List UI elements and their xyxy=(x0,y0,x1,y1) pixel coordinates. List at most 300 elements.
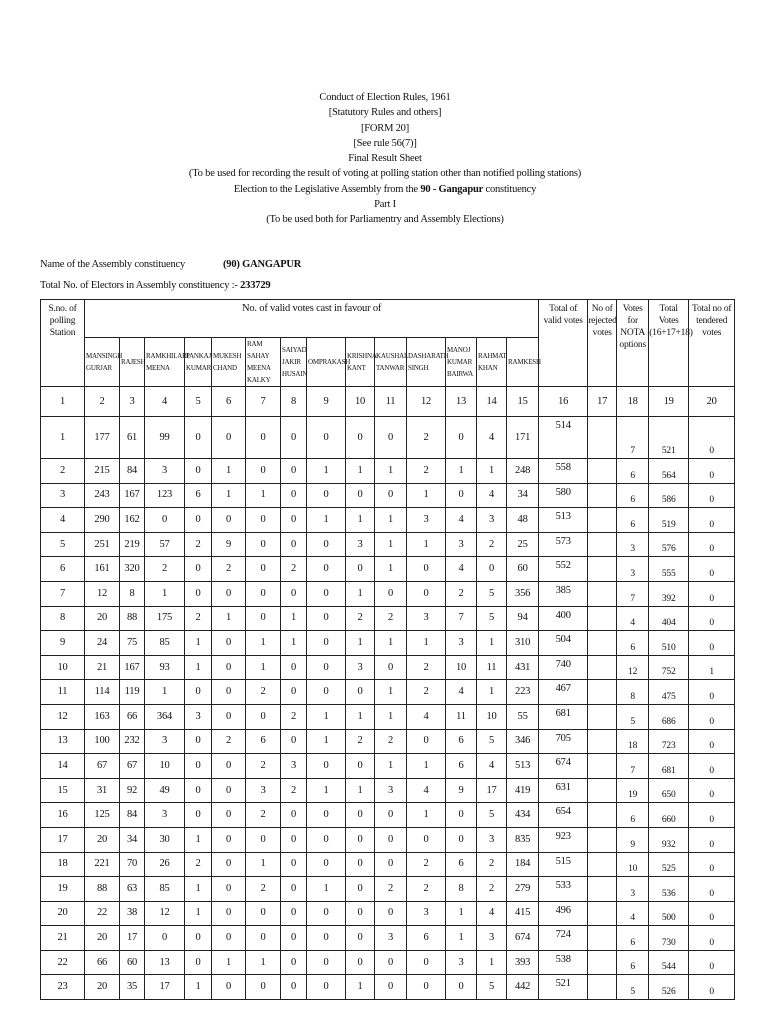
table-cell: 681 xyxy=(649,754,689,779)
election-suffix: constituency xyxy=(485,183,537,195)
table-cell: 35 xyxy=(120,975,145,1000)
polling-station-cell: 1 xyxy=(41,417,85,459)
table-cell: 0 xyxy=(689,778,735,803)
table-cell: 434 xyxy=(507,803,539,828)
table-cell: 1 xyxy=(185,827,212,852)
table-cell: 3 xyxy=(446,532,477,557)
table-cell: 0 xyxy=(212,901,246,926)
table-cell: 2 xyxy=(212,729,246,754)
table-cell: 2 xyxy=(375,606,407,631)
table-cell: 504 xyxy=(539,631,588,656)
table-cell: 167 xyxy=(120,483,145,508)
table-cell: 2 xyxy=(407,417,446,459)
table-cell: 2 xyxy=(212,557,246,582)
table-cell: 17 xyxy=(145,975,185,1000)
polling-station-cell: 15 xyxy=(41,778,85,803)
column-number: 5 xyxy=(185,387,212,417)
table-cell: 221 xyxy=(85,852,120,877)
table-cell: 94 xyxy=(507,606,539,631)
table-cell: 17 xyxy=(477,778,507,803)
table-cell: 0 xyxy=(689,852,735,877)
table-cell: 0 xyxy=(307,655,346,680)
table-cell: 0 xyxy=(212,827,246,852)
table-cell: 0 xyxy=(375,581,407,606)
table-cell: 2 xyxy=(346,606,375,631)
table-cell: 0 xyxy=(145,508,185,533)
table-row xyxy=(41,877,735,902)
table-cell: 6 xyxy=(246,729,281,754)
table-cell: 0 xyxy=(346,680,375,705)
table-cell: 0 xyxy=(281,901,307,926)
table-row xyxy=(41,901,735,926)
table-cell: 4 xyxy=(446,557,477,582)
table-cell: 0 xyxy=(281,803,307,828)
candidate-header xyxy=(85,338,123,387)
table-row xyxy=(41,631,735,656)
table-cell: 57 xyxy=(145,532,185,557)
table-cell: 0 xyxy=(346,754,375,779)
table-cell: 431 xyxy=(507,655,539,680)
table-cell: 724 xyxy=(539,926,588,951)
table-cell: 3 xyxy=(407,606,446,631)
table-cell: 2 xyxy=(407,680,446,705)
table-cell: 515 xyxy=(539,852,588,877)
candidate-header xyxy=(246,338,281,387)
candidate-header xyxy=(507,338,539,387)
table-cell: 20 xyxy=(85,827,120,852)
table-cell: 66 xyxy=(85,950,120,975)
polling-station-cell: 21 xyxy=(41,926,85,951)
table-cell: 2 xyxy=(185,606,212,631)
table-cell: 12 xyxy=(85,581,120,606)
table-cell: 61 xyxy=(120,417,145,459)
table-cell: 13 xyxy=(145,950,185,975)
table-cell: 175 xyxy=(145,606,185,631)
table-cell: 0 xyxy=(212,508,246,533)
total-votes-header: Total Votes (16+17+18) xyxy=(649,300,689,387)
polling-station-cell: 6 xyxy=(41,557,85,582)
table-cell: 20 xyxy=(85,975,120,1000)
table-cell: 3 xyxy=(145,729,185,754)
table-cell: 1 xyxy=(407,532,446,557)
table-cell: 243 xyxy=(85,483,120,508)
table-cell: 0 xyxy=(307,950,346,975)
polling-station-cell: 3 xyxy=(41,483,85,508)
table-cell: 19 xyxy=(617,778,649,803)
table-cell: 34 xyxy=(120,827,145,852)
table-cell: 7 xyxy=(617,417,649,459)
table-cell: 0 xyxy=(346,417,375,459)
table-cell: 184 xyxy=(507,852,539,877)
table-row xyxy=(41,508,735,533)
candidate-name-part: KUMAR xyxy=(447,358,473,366)
table-cell: 555 xyxy=(649,557,689,582)
table-cell: 356 xyxy=(507,581,539,606)
table-cell: 0 xyxy=(307,557,346,582)
table-cell: 67 xyxy=(120,754,145,779)
table-cell: 740 xyxy=(539,655,588,680)
table-cell: 686 xyxy=(649,704,689,729)
table-cell: 654 xyxy=(539,803,588,828)
electors-row xyxy=(40,280,270,291)
table-cell: 3 xyxy=(446,950,477,975)
table-cell: 0 xyxy=(689,581,735,606)
polling-station-cell: 8 xyxy=(41,606,85,631)
sheet-title: Final Result Sheet xyxy=(348,153,422,165)
table-cell: 0 xyxy=(307,926,346,951)
table-cell: 10 xyxy=(446,655,477,680)
table-cell: 442 xyxy=(507,975,539,1000)
table-cell: 2 xyxy=(407,459,446,484)
table-cell: 30 xyxy=(145,827,185,852)
table-cell: 1 xyxy=(407,631,446,656)
form-header xyxy=(0,90,770,228)
constituency-name: 90 - Gangapur xyxy=(420,183,484,195)
candidate-name-part: BAIRWA xyxy=(447,370,474,378)
polling-station-cell: 13 xyxy=(41,729,85,754)
table-cell: 0 xyxy=(246,975,281,1000)
table-cell xyxy=(588,459,617,484)
table-cell: 17 xyxy=(120,926,145,951)
polling-station-cell: 2 xyxy=(41,459,85,484)
table-cell: 0 xyxy=(212,754,246,779)
table-cell: 0 xyxy=(689,877,735,902)
usage-note: (To be used for recording the result of voting at polling station other than notified polling stations) xyxy=(188,168,582,180)
table-cell: 1 xyxy=(375,754,407,779)
table-cell: 3 xyxy=(407,508,446,533)
table-cell: 0 xyxy=(307,852,346,877)
table-cell: 0 xyxy=(246,557,281,582)
table-cell: 0 xyxy=(185,581,212,606)
table-cell: 0 xyxy=(246,417,281,459)
table-cell: 467 xyxy=(539,680,588,705)
table-cell: 1 xyxy=(477,631,507,656)
table-cell: 0 xyxy=(375,950,407,975)
table-cell: 0 xyxy=(281,877,307,902)
polling-station-cell: 14 xyxy=(41,754,85,779)
table-cell: 0 xyxy=(281,459,307,484)
table-cell: 162 xyxy=(120,508,145,533)
table-cell: 4 xyxy=(477,483,507,508)
table-cell: 0 xyxy=(307,417,346,459)
table-cell: 0 xyxy=(407,950,446,975)
table-row xyxy=(41,680,735,705)
table-cell: 521 xyxy=(649,417,689,459)
table-cell: 67 xyxy=(85,754,120,779)
table-cell: 1 xyxy=(375,532,407,557)
table-cell: 496 xyxy=(539,901,588,926)
table-row xyxy=(41,581,735,606)
table-cell: 2 xyxy=(246,754,281,779)
table-cell: 163 xyxy=(85,704,120,729)
table-cell: 1 xyxy=(246,655,281,680)
table-row xyxy=(41,852,735,877)
table-cell: 1 xyxy=(477,459,507,484)
column-number: 17 xyxy=(588,387,617,417)
table-cell: 2 xyxy=(375,729,407,754)
table-cell: 10 xyxy=(145,754,185,779)
table-cell: 1 xyxy=(477,950,507,975)
table-cell: 0 xyxy=(689,729,735,754)
column-number: 13 xyxy=(446,387,477,417)
table-cell: 475 xyxy=(649,680,689,705)
table-cell: 393 xyxy=(507,950,539,975)
table-cell: 310 xyxy=(507,631,539,656)
table-cell: 0 xyxy=(375,901,407,926)
column-number: 14 xyxy=(477,387,507,417)
table-cell: 415 xyxy=(507,901,539,926)
table-cell: 0 xyxy=(307,803,346,828)
table-cell: 0 xyxy=(185,778,212,803)
table-cell: 0 xyxy=(281,655,307,680)
candidate-header xyxy=(375,338,407,387)
table-cell: 525 xyxy=(649,852,689,877)
table-cell: 3 xyxy=(375,778,407,803)
table-cell: 0 xyxy=(689,631,735,656)
table-row xyxy=(41,778,735,803)
table-cell xyxy=(588,606,617,631)
table-cell: 364 xyxy=(145,704,185,729)
table-cell: 1 xyxy=(145,680,185,705)
table-cell: 4 xyxy=(477,417,507,459)
table-cell: 392 xyxy=(649,581,689,606)
table-cell: 1 xyxy=(407,803,446,828)
table-cell: 84 xyxy=(120,803,145,828)
table-cell: 0 xyxy=(185,508,212,533)
table-cell: 9 xyxy=(446,778,477,803)
table-cell: 0 xyxy=(689,827,735,852)
table-cell: 0 xyxy=(689,803,735,828)
table-cell xyxy=(588,680,617,705)
table-cell: 2 xyxy=(477,852,507,877)
table-cell: 0 xyxy=(246,606,281,631)
nota-header: Votes for NOTA options xyxy=(617,300,649,387)
table-cell: 0 xyxy=(246,532,281,557)
table-cell: 0 xyxy=(185,926,212,951)
table-row xyxy=(41,557,735,582)
table-cell: 1 xyxy=(375,508,407,533)
table-cell xyxy=(588,950,617,975)
table-cell: 500 xyxy=(649,901,689,926)
column-number: 9 xyxy=(307,387,346,417)
table-cell: 1 xyxy=(185,877,212,902)
table-cell: 0 xyxy=(346,827,375,852)
candidate-name-part: CHAND xyxy=(213,364,237,372)
table-cell: 2 xyxy=(407,852,446,877)
table-cell: 0 xyxy=(689,606,735,631)
table-cell: 0 xyxy=(407,557,446,582)
table-cell xyxy=(588,803,617,828)
table-cell: 5 xyxy=(477,803,507,828)
candidate-name-part: KUMAR xyxy=(186,364,212,372)
table-row xyxy=(41,729,735,754)
polling-station-cell: 17 xyxy=(41,827,85,852)
table-cell: 519 xyxy=(649,508,689,533)
polling-station-cell: 16 xyxy=(41,803,85,828)
table-cell: 586 xyxy=(649,483,689,508)
table-row xyxy=(41,655,735,680)
table-cell: 2 xyxy=(145,557,185,582)
table-cell: 6 xyxy=(446,754,477,779)
table-cell: 1 xyxy=(185,901,212,926)
table-cell: 0 xyxy=(185,950,212,975)
table-cell: 66 xyxy=(120,704,145,729)
table-cell: 70 xyxy=(120,852,145,877)
constituency-value: (90) GANGAPUR xyxy=(223,259,302,270)
table-cell: 251 xyxy=(85,532,120,557)
table-cell: 0 xyxy=(346,557,375,582)
table-cell: 1 xyxy=(145,581,185,606)
table-cell: 4 xyxy=(407,778,446,803)
polling-station-cell: 22 xyxy=(41,950,85,975)
table-cell: 0 xyxy=(246,704,281,729)
column-number: 10 xyxy=(346,387,375,417)
table-cell: 25 xyxy=(507,532,539,557)
table-cell: 3 xyxy=(617,532,649,557)
candidate-header xyxy=(212,338,246,387)
table-cell: 580 xyxy=(539,483,588,508)
table-cell: 0 xyxy=(212,631,246,656)
table-cell: 0 xyxy=(689,532,735,557)
table-cell xyxy=(588,557,617,582)
table-cell: 1 xyxy=(307,704,346,729)
table-cell: 6 xyxy=(617,926,649,951)
polling-station-cell: 20 xyxy=(41,901,85,926)
table-cell: 0 xyxy=(346,877,375,902)
table-cell: 7 xyxy=(446,606,477,631)
sno-header xyxy=(41,300,85,387)
candidate-name-part: RAM SAHAY xyxy=(247,340,270,360)
candidate-header xyxy=(477,338,507,387)
table-cell: 544 xyxy=(649,950,689,975)
table-cell: 6 xyxy=(617,803,649,828)
table-cell: 1 xyxy=(307,508,346,533)
table-cell: 1 xyxy=(375,704,407,729)
table-cell: 1 xyxy=(346,581,375,606)
table-cell: 6 xyxy=(617,483,649,508)
table-cell xyxy=(588,508,617,533)
table-cell: 0 xyxy=(689,704,735,729)
table-cell: 1 xyxy=(185,631,212,656)
table-cell: 0 xyxy=(185,680,212,705)
table-cell: 0 xyxy=(689,680,735,705)
column-number: 19 xyxy=(649,387,689,417)
table-cell: 1 xyxy=(212,483,246,508)
table-cell: 3 xyxy=(477,827,507,852)
table-cell: 5 xyxy=(617,704,649,729)
candidate-header xyxy=(120,338,145,387)
table-cell: 2 xyxy=(407,877,446,902)
table-cell: 1 xyxy=(346,778,375,803)
table-cell: 752 xyxy=(649,655,689,680)
table-cell: 3 xyxy=(281,754,307,779)
table-cell: 60 xyxy=(120,950,145,975)
table-cell: 0 xyxy=(375,417,407,459)
form-number: [FORM 20] xyxy=(360,122,410,134)
table-cell: 1 xyxy=(407,483,446,508)
table-cell: 1 xyxy=(446,459,477,484)
table-cell: 279 xyxy=(507,877,539,902)
column-number: 6 xyxy=(212,387,246,417)
table-cell: 923 xyxy=(539,827,588,852)
candidate-name-part: MEENA xyxy=(247,364,271,372)
table-cell: 835 xyxy=(507,827,539,852)
table-cell: 0 xyxy=(212,803,246,828)
table-cell: 0 xyxy=(281,532,307,557)
column-number: 18 xyxy=(617,387,649,417)
table-cell: 0 xyxy=(375,803,407,828)
table-cell: 8 xyxy=(120,581,145,606)
polling-station-cell: 18 xyxy=(41,852,85,877)
table-cell: 1 xyxy=(307,877,346,902)
table-cell: 24 xyxy=(85,631,120,656)
table-cell: 31 xyxy=(85,778,120,803)
table-cell: 55 xyxy=(507,704,539,729)
table-cell: 2 xyxy=(281,704,307,729)
candidate-header xyxy=(281,338,307,387)
table-cell xyxy=(588,631,617,656)
table-cell: 3 xyxy=(617,557,649,582)
table-cell: 248 xyxy=(507,459,539,484)
candidate-name-part: SINGH xyxy=(408,364,429,372)
column-number: 7 xyxy=(246,387,281,417)
table-row xyxy=(41,606,735,631)
table-row xyxy=(41,950,735,975)
candidate-name-part: TANWAR xyxy=(376,364,405,372)
candidate-header xyxy=(346,338,375,387)
table-cell: 3 xyxy=(477,926,507,951)
table-cell: 4 xyxy=(617,606,649,631)
candidate-header xyxy=(407,338,449,387)
table-cell: 167 xyxy=(120,655,145,680)
polling-station-cell: 7 xyxy=(41,581,85,606)
table-cell: 1 xyxy=(307,729,346,754)
result-table xyxy=(40,299,735,1000)
table-cell: 1 xyxy=(346,508,375,533)
table-cell: 0 xyxy=(689,557,735,582)
table-cell: 385 xyxy=(539,581,588,606)
table-cell: 521 xyxy=(539,975,588,1000)
table-cell: 400 xyxy=(539,606,588,631)
table-cell: 1 xyxy=(375,631,407,656)
table-cell xyxy=(588,729,617,754)
table-cell: 0 xyxy=(246,827,281,852)
table-cell: 6 xyxy=(185,483,212,508)
table-cell: 681 xyxy=(539,704,588,729)
table-cell: 1 xyxy=(212,950,246,975)
table-cell: 9 xyxy=(617,827,649,852)
table-cell: 12 xyxy=(617,655,649,680)
table-cell: 0 xyxy=(281,926,307,951)
table-cell: 674 xyxy=(507,926,539,951)
column-number: 11 xyxy=(375,387,407,417)
table-cell: 219 xyxy=(120,532,145,557)
polling-station-cell: 23 xyxy=(41,975,85,1000)
table-cell: 0 xyxy=(307,680,346,705)
table-cell: 1 xyxy=(446,926,477,951)
table-cell: 0 xyxy=(212,655,246,680)
table-row xyxy=(41,704,735,729)
table-cell: 2 xyxy=(185,852,212,877)
table-cell: 0 xyxy=(375,483,407,508)
column-number: 15 xyxy=(507,387,539,417)
table-row xyxy=(41,459,735,484)
table-cell xyxy=(588,483,617,508)
table-cell: 2 xyxy=(446,581,477,606)
table-row xyxy=(41,417,735,459)
table-cell: 513 xyxy=(539,508,588,533)
table-cell: 0 xyxy=(375,852,407,877)
